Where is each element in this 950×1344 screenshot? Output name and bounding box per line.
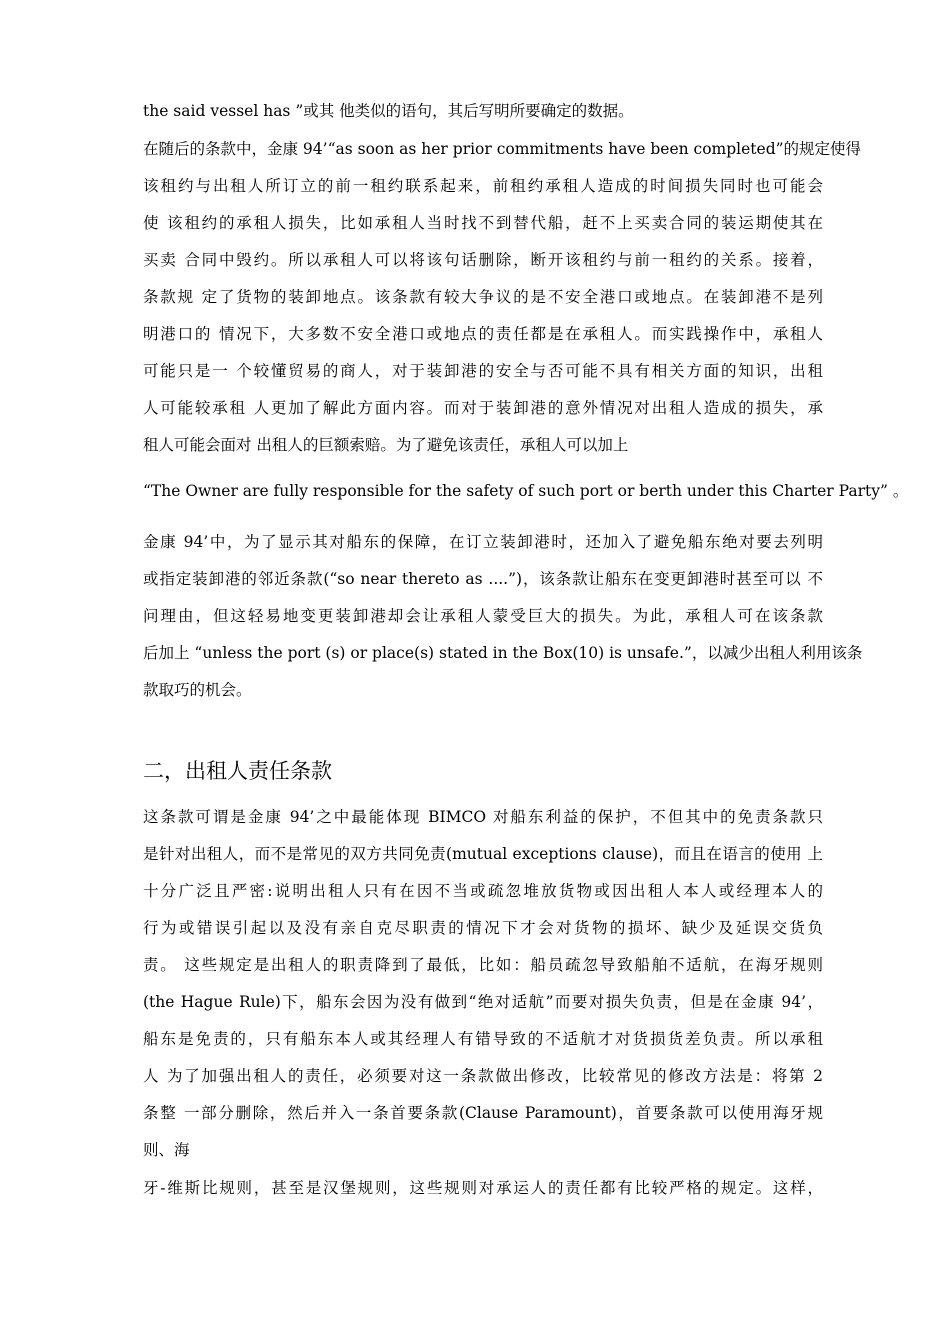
paragraph-line: 款取巧的机会。 <box>143 681 252 699</box>
paragraph-line: 牙-维斯比规则，甚至是汉堡规则，这些规则对承运人的责任都有比较严格的规定。这样， <box>143 1179 823 1197</box>
section-heading: 二，出租人责任条款 <box>143 759 332 783</box>
paragraph-line: the said vessel has ”或其 他类似的语句，其后写明所要确定的数据。 <box>143 102 634 120</box>
quoted-clause: “The Owner are fully responsible for the safety of such port or berth under this Charter Party” 。 <box>143 482 909 500</box>
paragraph-line: 条整 一部分删除，然后并入一条首要条款(Clause Paramount)，首要条款可以使用海牙规 <box>143 1104 823 1122</box>
paragraph-line: 十分广泛且严密:说明出租人只有在因不当或疏忽堆放货物或因出租人本人或经理本人的 <box>143 882 823 900</box>
paragraph-line: 是针对出租人，而不是常见的双方共同免责(mutual exceptions clause)，而且在语言的使用 上 <box>143 845 823 863</box>
paragraph-line: 这条款可谓是金康 94’之中最能体现 BIMCO 对船东利益的保护，不但其中的免责条款只 <box>143 808 823 826</box>
paragraph-line: (the Hague Rule)下，船东会因为没有做到“绝对适航”而要对损失负责，但是在金康 94’， <box>143 993 823 1011</box>
paragraph-line: 则、海 <box>143 1141 190 1159</box>
paragraph-line: 后加上 “unless the port (s) or place(s) stated in the Box(10) is unsafe.”，以减少出租人利用该条 <box>143 644 863 662</box>
paragraph-line: 在随后的条款中，金康 94’“as soon as her prior commitments have been completed”的规定使得 <box>143 140 862 158</box>
paragraph-line: 或指定装卸港的邻近条款(“so near thereto as ....”)，该条款让船东在变更卸港时甚至可以 不 <box>143 570 823 588</box>
paragraph-line: 人可能较承租 人更加了解此方面内容。而对于装卸港的意外情况对出租人造成的损失，承 <box>143 399 823 417</box>
paragraph-line: 人 为了加强出租人的责任，必须要对这一条款做出修改，比较常见的修改方法是：将第 2 <box>143 1067 823 1085</box>
paragraph-line: 金康 94’中，为了显示其对船东的保障，在订立装卸港时，还加入了避免船东绝对要去列明 <box>143 533 823 551</box>
paragraph-line: 使 该租约的承租人损失，比如承租人当时找不到替代船，赶不上买卖合同的装运期使其在 <box>143 214 823 232</box>
paragraph-line: 明港口的 情况下，大多数不安全港口或地点的责任都是在承租人。而实践操作中，承租人 <box>143 325 823 343</box>
paragraph-line: 行为或错误引起以及没有亲自克尽职责的情况下才会对货物的损坏、缺少及延误交货负 <box>143 919 823 937</box>
paragraph-line: 问理由，但这轻易地变更装卸港却会让承租人蒙受巨大的损失。为此，承租人可在该条款 <box>143 607 823 625</box>
paragraph-line: 租人可能会面对 出租人的巨额索赔。为了避免该责任，承租人可以加上 <box>143 436 629 454</box>
paragraph-line: 船东是免责的，只有船东本人或其经理人有错导致的不适航才对货损货差负责。所以承租 <box>143 1030 823 1048</box>
paragraph-line: 责。 这些规定是出租人的职责降到了最低，比如：船员疏忽导致船舶不适航，在海牙规则 <box>143 956 823 974</box>
paragraph-line: 条款规 定了货物的装卸地点。该条款有较大争议的是不安全港口或地点。在装卸港不是列 <box>143 288 823 306</box>
paragraph-line: 买卖 合同中毁约。所以承租人可以将该句话删除，断开该租约与前一租约的关系。接着， <box>143 251 823 269</box>
paragraph-line: 可能只是一 个较懂贸易的商人，对于装卸港的安全与否可能不具有相关方面的知识，出租 <box>143 362 823 380</box>
paragraph-line: 该租约与出租人所订立的前一租约联系起来，前租约承租人造成的时间损失同时也可能会 <box>143 177 823 195</box>
